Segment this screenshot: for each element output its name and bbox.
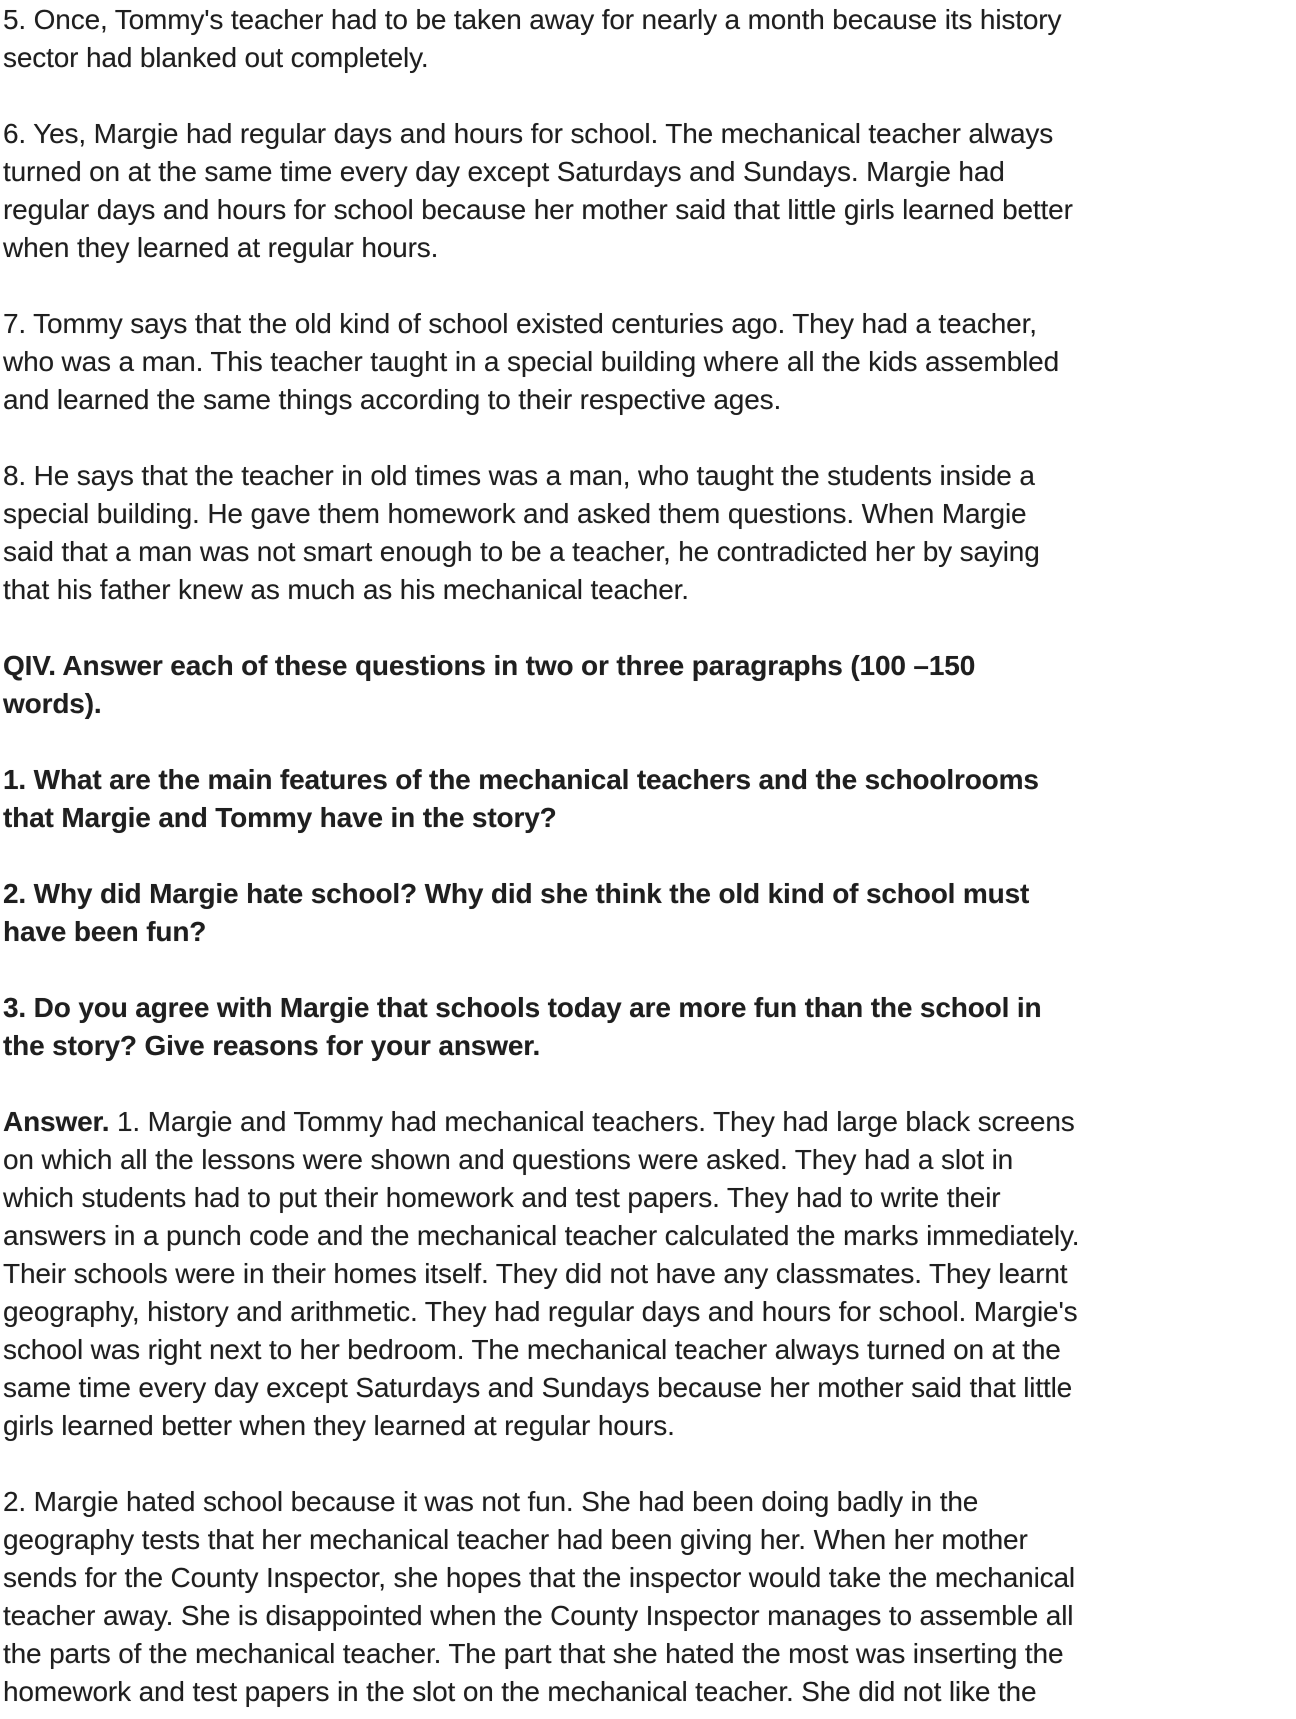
text-line: homework and test papers in the slot on the mechanical teacher. She did not like the [3, 1676, 1037, 1707]
text-line: have been fun? [3, 916, 207, 947]
question-1 [3, 761, 1290, 837]
text-line: which students had to put their homework and test papers. They had to write their [3, 1182, 1001, 1213]
text-line: geography, history and arithmetic. They had regular days and hours for school. Margie's [3, 1296, 1078, 1327]
text-line: when they learned at regular hours. [3, 232, 439, 263]
text-line: 2. Margie hated school because it was not fun. She had been doing badly in the [3, 1486, 979, 1517]
text-line: special building. He gave them homework and asked them questions. When Margie [3, 498, 1027, 529]
answer-label: Answer. [3, 1106, 110, 1137]
text-line: said that a man was not smart enough to be a teacher, he contradicted her by saying [3, 536, 1040, 567]
text-line: sends for the County Inspector, she hopes that the inspector would take the mechanical [3, 1562, 1075, 1593]
text-line: Their schools were in their homes itself. They did not have any classmates. They learnt [3, 1258, 1068, 1289]
long-answer-2 [3, 1483, 1290, 1711]
text-line: 8. He says that the teacher in old times was a man, who taught the students inside a [3, 460, 1035, 491]
text-line: 7. Tommy says that the old kind of school existed centuries ago. They had a teacher, [3, 308, 1037, 339]
answer-item-5 [3, 1, 1290, 77]
text-line: 5. Once, Tommy's teacher had to be taken away for nearly a month because its history [3, 4, 1062, 35]
text-segment: 1. Margie and Tommy had mechanical teachers. They had large black screens [109, 1106, 1075, 1137]
question-2 [3, 875, 1290, 951]
answer-item-6 [3, 115, 1290, 267]
text-line: turned on at the same time every day except Saturdays and Sundays. Margie had [3, 156, 1005, 187]
text-line: words). [3, 688, 102, 719]
section-heading-qiv [3, 647, 1290, 723]
text-line: geography tests that her mechanical teacher had been giving her. When her mother [3, 1524, 1028, 1555]
text-line: 6. Yes, Margie had regular days and hours for school. The mechanical teacher always [3, 118, 1054, 149]
text-line: the parts of the mechanical teacher. The part that she hated the most was inserting the [3, 1638, 1064, 1669]
text-line: teacher away. She is disappointed when the County Inspector manages to assemble all [3, 1600, 1074, 1631]
text-line: girls learned better when they learned at regular hours. [3, 1410, 675, 1441]
text-line: that Margie and Tommy have in the story? [3, 802, 557, 833]
answer-item-7 [3, 305, 1290, 419]
text-line [3, 1103, 1290, 1141]
text-line: QIV. Answer each of these questions in two or three paragraphs (100 –150 [3, 650, 976, 681]
long-answer-1 [3, 1103, 1290, 1445]
text-line: 3. Do you agree with Margie that schools today are more fun than the school in [3, 992, 1042, 1023]
question-3 [3, 989, 1290, 1065]
text-line: on which all the lessons were shown and questions were asked. They had a slot in [3, 1144, 1014, 1175]
answer-item-8 [3, 457, 1290, 609]
text-line: the story? Give reasons for your answer. [3, 1030, 541, 1061]
text-line: sector had blanked out completely. [3, 42, 429, 73]
text-line: that his father knew as much as his mechanical teacher. [3, 574, 689, 605]
text-line: regular days and hours for school because her mother said that little girls learned better [3, 194, 1073, 225]
text-line: who was a man. This teacher taught in a special building where all the kids assembled [3, 346, 1059, 377]
text-line: school was right next to her bedroom. The mechanical teacher always turned on at the [3, 1334, 1061, 1365]
text-line: 1. What are the main features of the mechanical teachers and the schoolrooms [3, 764, 1039, 795]
text-line: same time every day except Saturdays and Sundays because her mother said that little [3, 1372, 1073, 1403]
text-line: 2. Why did Margie hate school? Why did she think the old kind of school must [3, 878, 1030, 909]
text-line: and learned the same things according to their respective ages. [3, 384, 782, 415]
text-line: answers in a punch code and the mechanical teacher calculated the marks immediately. [3, 1220, 1080, 1251]
